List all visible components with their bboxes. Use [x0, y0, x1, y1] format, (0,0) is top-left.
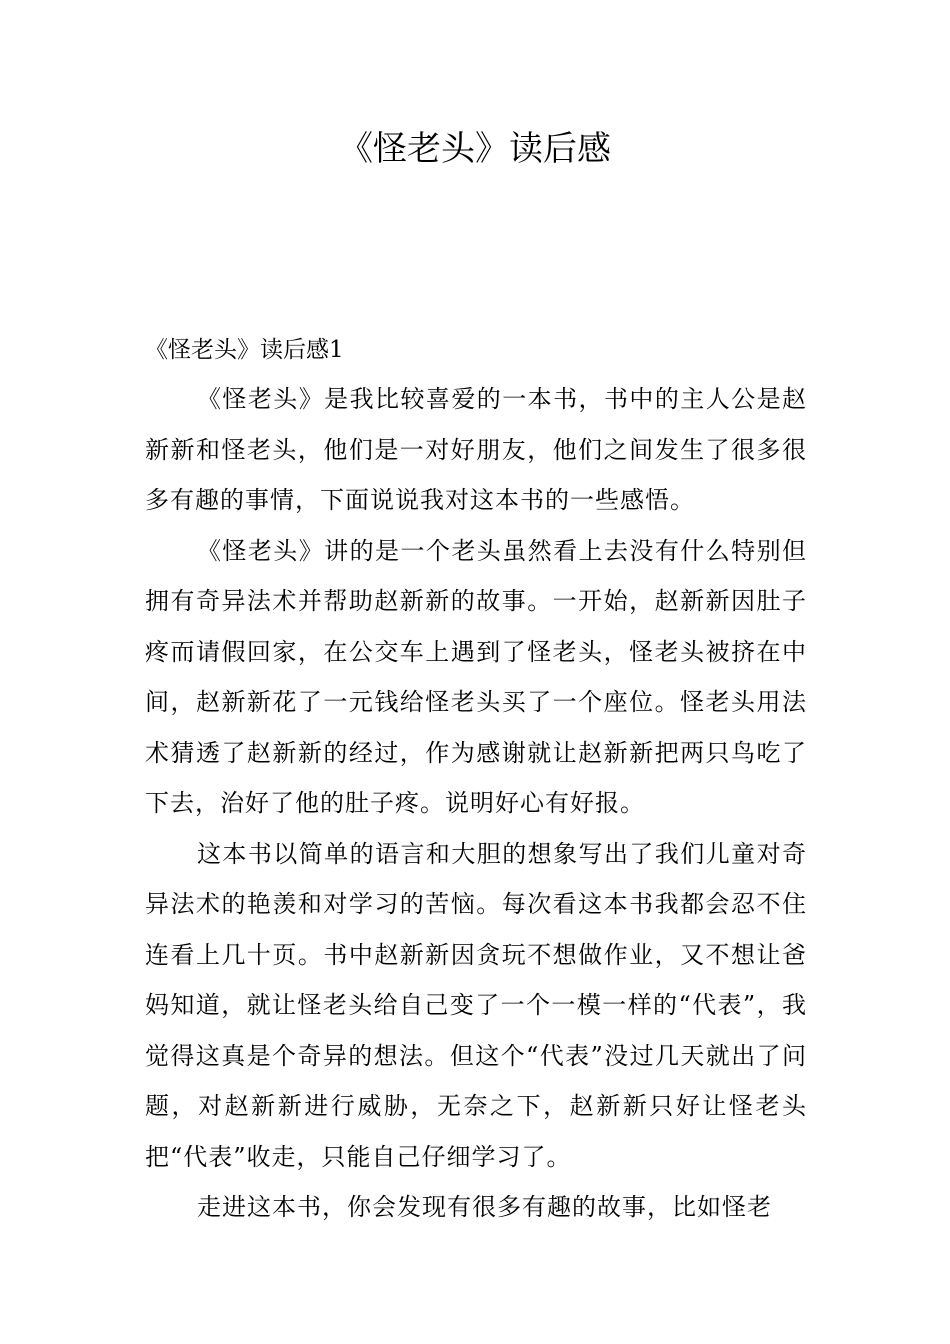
paragraph-1: 《怪老头》是我比较喜爱的一本书，书中的主人公是赵新新和怪老头，他们是一对好朋友，他们之间发生了很多很多有趣的事情，下面说说我对这本书的一些感悟。 [145, 385, 807, 514]
article-body [145, 328, 807, 1233]
paragraph-2: 《怪老头》讲的是一个老头虽然看上去没有什么特别但拥有奇异法术并帮助赵新新的故事。一开始，赵新新因肚子疼而请假回家，在公交车上遇到了怪老头，怪老头被挤在中间，赵新新花了一元钱给怪老头买了一个座位。怪老头用法术猜透了赵新新的经过，作为感谢就让赵新新把两只鸟吃了下去，治好了他的肚子疼。说明好心有好报。 [145, 536, 807, 817]
paragraph-4: 走进这本书，你会发现有很多有趣的故事，比如怪老 [197, 1193, 772, 1221]
document-title: 《怪老头》读后感 [339, 129, 611, 169]
paragraph-3: 这本书以简单的语言和大胆的想象写出了我们儿童对奇异法术的艳羡和对学习的苦恼。每次看这本书我都会忍不住连看上几十页。书中赵新新因贪玩不想做作业，又不想让爸妈知道，就让怪老头给自己变了一个一模一样的“代表”，我觉得这真是个奇异的想法。但这个“代表”没过几天就出了问题，对赵新新进行威胁，无奈之下，赵新新只好让怪老头把“代表”收走，只能自己仔细学习了。 [145, 839, 807, 1171]
section-title: 《怪老头》读后感1 [145, 337, 344, 363]
